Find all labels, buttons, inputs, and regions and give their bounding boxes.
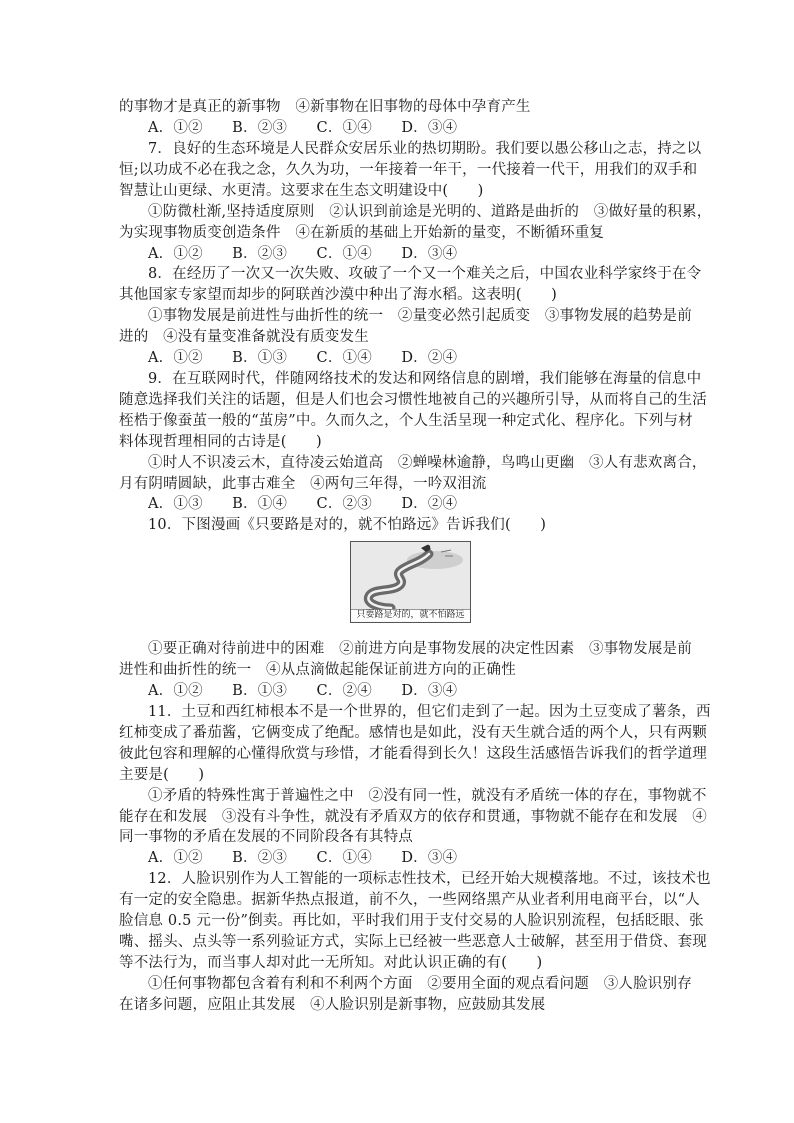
- text-line: 恒;以功成不必在我之念，久久为功，一年接着一年干，一代接着一代干，用我们的双手和: [119, 162, 698, 178]
- cartoon-figure: [350, 541, 471, 623]
- question-9-line: 9．在互联网时代，伴随网络技术的发达和网络信息的剧增，我们能够在海量的信息中: [148, 371, 702, 387]
- text-line: 等不法行为，而当事人却对此一无所知。对此认识正确的有( ): [119, 955, 543, 971]
- options-line: A．①② B．②③ C．①④ D．③④: [148, 120, 458, 136]
- text-line: ①防微杜渐,坚持适度原则 ②认识到前途是光明的、道路是曲折的 ③做好量的积累，: [148, 204, 712, 220]
- text-line: ①事物发展是前进性与曲折性的统一 ②量变必然引起质变 ③事物发展的趋势是前: [148, 308, 692, 324]
- text-line: 主要是( ): [119, 767, 205, 783]
- question-11-line: 11．土豆和西红柿根本不是一个世界的，但它们走到了一起。因为土豆变成了薯条，西: [148, 704, 711, 720]
- text-line: 有一定的安全隐患。据新华热点报道，前不久，一些网络黑产从业者利用电商平台，以“人: [119, 892, 700, 908]
- text-line: 红柿变成了番茄酱，它俩变成了绝配。感情也是如此，没有天生就合适的两个人，只有两颗: [119, 725, 707, 741]
- text-line: 的事物才是真正的新事物 ④新事物在旧事物的母体中孕育产生: [119, 99, 531, 115]
- options-line: A．①② B．②③ C．①④ D．③④: [148, 246, 458, 262]
- figure-caption: 只要路是对的，就不怕路远: [351, 609, 470, 621]
- text-line: 月有阴晴圆缺，此事古难全 ④两句三年得，一吟双泪流: [119, 476, 487, 492]
- text-line: ①任何事物都包含着有利和不利两个方面 ②要用全面的观点看问题 ③人脸识别存: [148, 976, 692, 992]
- text-line: 在诸多问题，应阻止其发展 ④人脸识别是新事物，应鼓励其发展: [119, 997, 546, 1013]
- text-line: 彼此包容和理解的心懂得欣赏与珍惜，才能看得到长久！这段生活感悟告诉我们的哲学道理: [119, 746, 707, 762]
- text-line: 进性和曲折性的统一 ④从点滴做起能保证前进方向的正确性: [119, 662, 516, 678]
- question-10-line: 10．下图漫画《只要路是对的，就不怕路远》告诉我们( ): [148, 517, 547, 533]
- question-7-line: 7．良好的生态环境是人民群众安居乐业的热切期盼。我们要以愚公移山之志，持之以: [148, 141, 702, 157]
- options-line: A．①② B．①③ C．①④ D．②④: [148, 350, 458, 366]
- text-line: 为实现事物质变创造条件 ④在新质的基础上开始新的量变，不断循环重复: [119, 225, 605, 241]
- text-line: 其他国家专家望而却步的阿联酋沙漠中种出了海水稻。这表明( ): [119, 287, 558, 303]
- options-line: A．①② B．①③ C．②④ D．③④: [148, 683, 458, 699]
- options-line: A．①② B．②③ C．①④ D．③④: [148, 850, 458, 866]
- question-8-line: 8．在经历了一次又一次失败、攻破了一个又一个难关之后，中国农业科学家终于在令: [148, 266, 702, 282]
- options-line: A．①③ B．①④ C．②③ D．②④: [148, 496, 458, 512]
- text-line: 嘴、摇头、点头等一系列验证方式，实际上已经被一些恶意人士破解，甚至用于借贷、套现: [119, 934, 707, 950]
- text-line: 进的 ④没有量变准备就没有质变发生: [119, 329, 369, 345]
- text-line: 桎梏于像蚕茧一般的“茧房”中。久而久之，个人生活呈现一种定式化、程序化。下列与材: [119, 413, 693, 429]
- text-line: 同一事物的矛盾在发展的不同阶段各有其特点: [119, 829, 413, 845]
- text-line: 能存在和发展 ③没有斗争性，就没有矛盾双方的依存和贯通，事物就不能存在和发展 ④: [119, 809, 707, 825]
- text-line: 智慧让山更绿、水更清。这要求在生态文明建设中( ): [119, 183, 484, 199]
- text-line: 脸信息 0.5 元一份”倒卖。再比如，平时我们用于支付交易的人脸识别流程，包括眨眼、张: [119, 913, 704, 929]
- text-line: ①要正确对待前进中的困难 ②前进方向是事物发展的决定性因素 ③事物发展是前: [148, 641, 692, 657]
- text-line: 料体现哲理相同的古诗是( ): [119, 434, 322, 450]
- question-12-line: 12．人脸识别作为人工智能的一项标志性技术，已经开始大规模落地。不过，该技术也: [148, 871, 711, 887]
- winding-road-cartoon-icon: [351, 542, 470, 610]
- text-line: ①矛盾的特殊性寓于普遍性之中 ②没有同一性，就没有矛盾统一体的存在，事物就不: [148, 788, 707, 804]
- text-line: ①时人不识凌云木，直待凌云始道高 ②蝉噪林逾静，鸟鸣山更幽 ③人有悲欢离合，: [148, 455, 707, 471]
- text-line: 随意选择我们关注的话题，但是人们也会习惯性地被自己的兴趣所引导，从而将自己的生活: [119, 392, 707, 408]
